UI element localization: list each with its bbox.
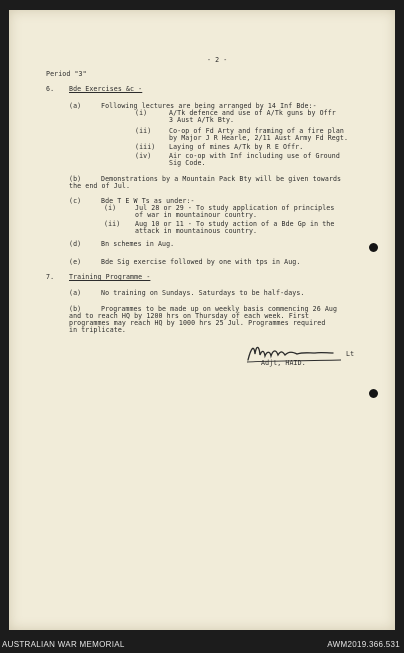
item-line: Air co-op with Inf including use of Ground (169, 152, 340, 160)
section-6b-line: the end of Jul. (69, 182, 131, 190)
item-line: Sig Code. (169, 159, 206, 167)
footer-accession-number: AWM2019.366.531 (327, 640, 400, 649)
section-6c-label: (c) (69, 197, 82, 205)
footer-institution: AUSTRALIAN WAR MEMORIAL (2, 640, 125, 649)
signature-rank: Lt (346, 350, 355, 358)
section-6-title: Bde Exercises &c - (69, 85, 143, 93)
section-7a-label: (a) (69, 289, 82, 297)
item-line: Co-op of Fd Arty and framing of a fire plan (169, 127, 344, 135)
item-number: (iii) (135, 143, 156, 151)
signature-title: Adjt, HAID. (261, 359, 306, 367)
section-7-number: 7. (46, 273, 55, 281)
item-line: Aug 10 or 11 - To study action of a Bde Gp in the (135, 220, 335, 228)
period-heading: Period "3" (46, 70, 87, 78)
section-7b-line: Programmes to be made up on weekly basis commencing 26 Aug (101, 305, 338, 313)
item-line: of war in mountainour country. (135, 211, 258, 219)
section-6a-intro: Following lectures are being arranged by 14 Inf Bde:- (101, 102, 317, 110)
punch-hole (369, 243, 378, 252)
item-line: A/Tk defence and use of A/Tk guns by Offr (169, 109, 336, 117)
typed-text (9, 10, 395, 630)
section-6d-text: Bn schemes in Aug. (101, 240, 175, 248)
item-line: Laying of mines A/Tk by R E Offr. (169, 143, 304, 151)
item-line: attack in mountainous country. (135, 227, 258, 235)
section-6e-label: (e) (69, 258, 82, 266)
item-line: Jul 28 or 29 - To study application of principles (135, 204, 335, 212)
item-number: (i) (104, 204, 117, 212)
item-number: (iv) (135, 152, 152, 160)
item-line: 3 Aust A/Tk Bty. (169, 116, 235, 124)
section-7a-text: No training on Sundays. Saturdays to be half-days. (101, 289, 305, 297)
section-6-number: 6. (46, 85, 55, 93)
item-number: (ii) (104, 220, 121, 228)
item-number: (i) (135, 109, 148, 117)
item-line: by Major J R Hearle, 2/11 Aust Army Fd Regt. (169, 134, 349, 142)
section-7b-label: (b) (69, 305, 82, 313)
section-6d-label: (d) (69, 240, 82, 248)
section-6b-label: (b) (69, 175, 82, 183)
section-7-title: Training Programme - (69, 273, 151, 281)
punch-hole (369, 389, 378, 398)
section-6b-line: Demonstrations by a Mountain Pack Bty will be given towards (101, 175, 342, 183)
section-6c-intro: Bde T E W Ts as under:- (101, 197, 195, 205)
page-number: - 2 - (207, 56, 228, 64)
document-page (9, 10, 395, 630)
section-7b-line: in triplicate. (69, 326, 126, 334)
section-6e-text: Bde Sig exercise followed by one with tps in Aug. (101, 258, 301, 266)
archive-footer (0, 636, 404, 653)
item-number: (ii) (135, 127, 152, 135)
section-6a-label: (a) (69, 102, 82, 110)
section-7b-line: and to reach HQ by 1200 hrs on Thursday of each week. First (69, 312, 310, 320)
section-7b-line: programmes may reach HQ by 1000 hrs 25 Jul. Programmes required (69, 319, 326, 327)
